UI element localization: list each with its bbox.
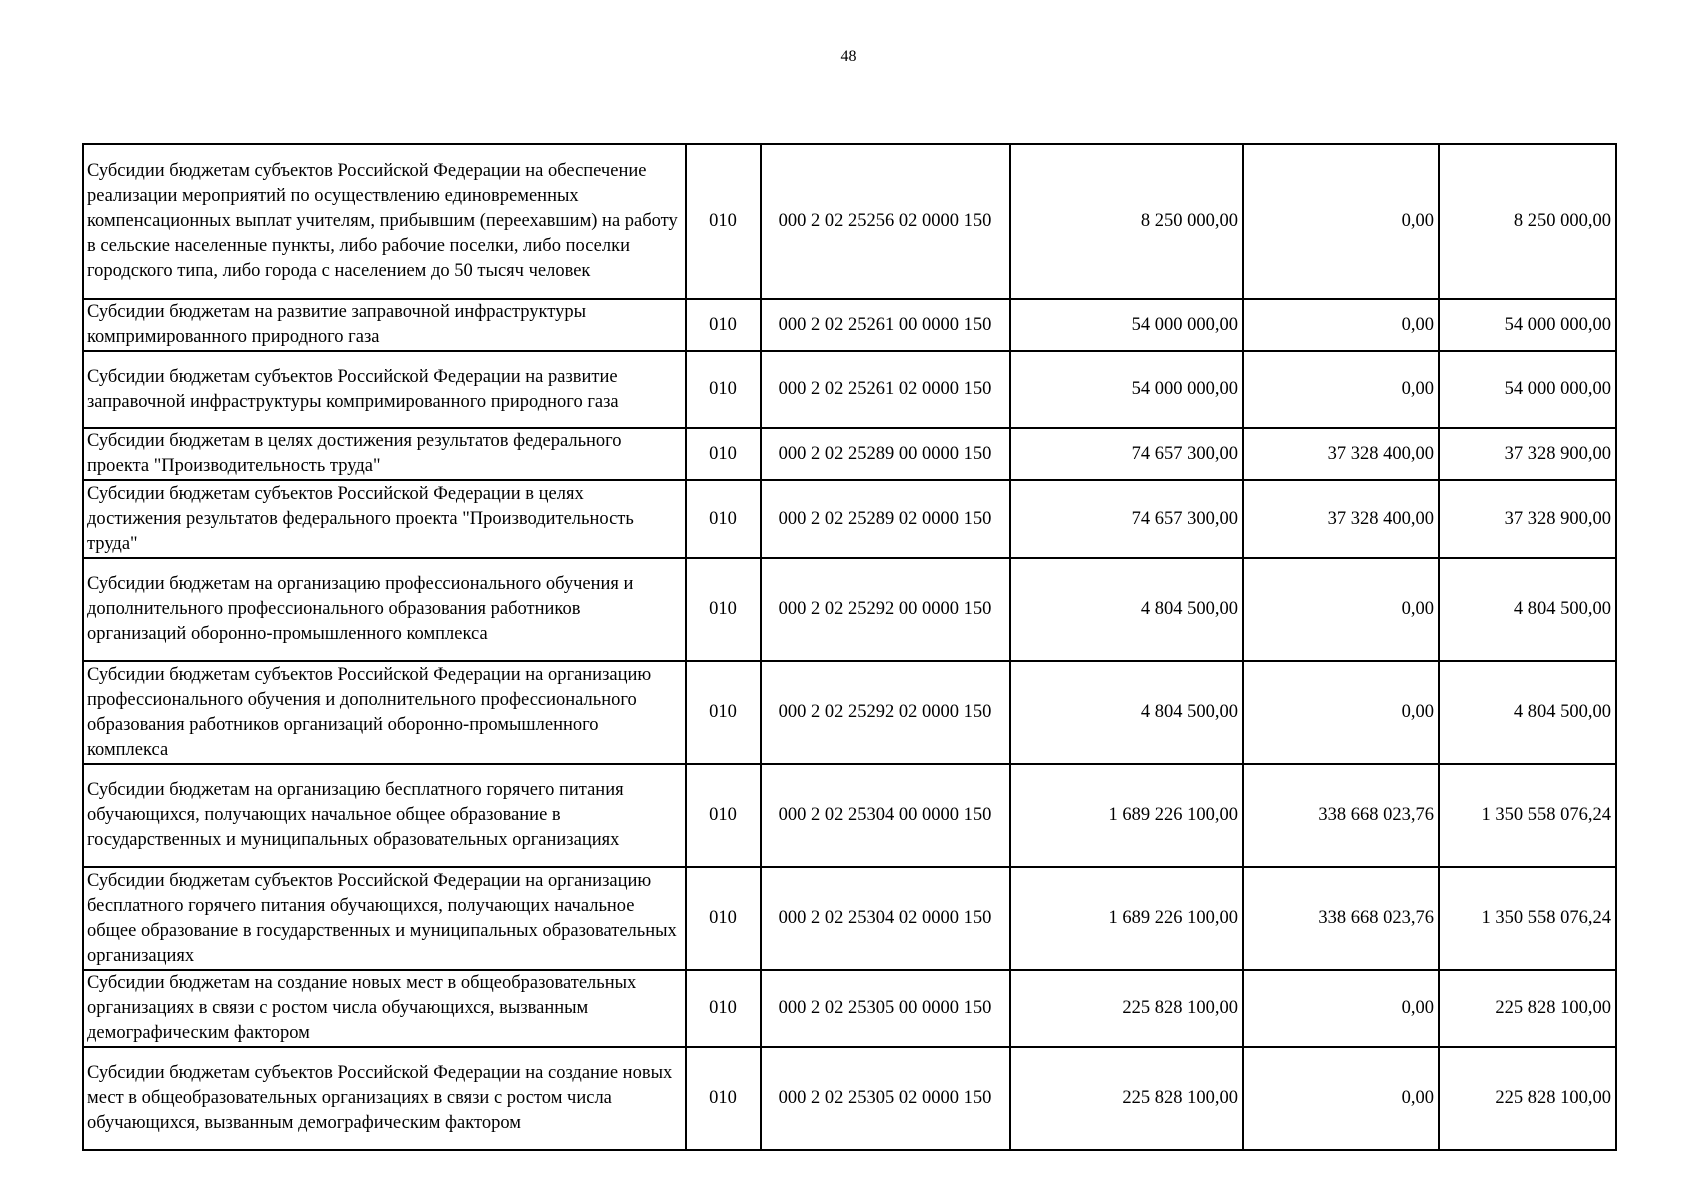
row-remaining-cell: 8 250 000,00: [1439, 144, 1616, 299]
row-planned-cell: 54 000 000,00: [1010, 299, 1243, 351]
row-name-cell: Субсидии бюджетам субъектов Российской Федерации в целях достижения результатов федерального проекта "Производительность труда": [83, 480, 686, 558]
row-admin-code-cell: 010: [686, 867, 761, 970]
row-budget-code-cell: 000 2 02 25289 00 0000 150: [761, 428, 1010, 480]
row-name-cell: Субсидии бюджетам субъектов Российской Федерации на создание новых мест в общеобразовательных организациях в связи с ростом числа обучающихся, вызванным демографическим фактором: [83, 1047, 686, 1150]
row-budget-code-cell: 000 2 02 25261 00 0000 150: [761, 299, 1010, 351]
row-executed-cell: 338 668 023,76: [1243, 764, 1439, 867]
row-remaining-cell: 4 804 500,00: [1439, 661, 1616, 764]
table-row: [83, 351, 1616, 428]
row-name-cell: Субсидии бюджетам субъектов Российской Федерации на организацию профессионального обучения и дополнительного профессионального образования работников организаций оборонно-промышленного комплекса: [83, 661, 686, 764]
row-name-cell: Субсидии бюджетам на развитие заправочной инфраструктуры компримированного природного газа: [83, 299, 686, 351]
row-name-cell: Субсидии бюджетам на создание новых мест в общеобразовательных организациях в связи с ростом числа обучающихся, вызванным демографическим фактором: [83, 970, 686, 1047]
table-row: [83, 970, 1616, 1047]
table-row: [83, 661, 1616, 764]
table-row: [83, 480, 1616, 558]
row-remaining-cell: 4 804 500,00: [1439, 558, 1616, 661]
row-planned-cell: 74 657 300,00: [1010, 428, 1243, 480]
row-budget-code-cell: 000 2 02 25304 00 0000 150: [761, 764, 1010, 867]
row-remaining-cell: 225 828 100,00: [1439, 970, 1616, 1047]
row-executed-cell: 0,00: [1243, 661, 1439, 764]
row-admin-code-cell: 010: [686, 480, 761, 558]
row-admin-code-cell: 010: [686, 970, 761, 1047]
row-admin-code-cell: 010: [686, 299, 761, 351]
row-budget-code-cell: 000 2 02 25261 02 0000 150: [761, 351, 1010, 428]
row-remaining-cell: 54 000 000,00: [1439, 351, 1616, 428]
table-row: [83, 1047, 1616, 1150]
row-planned-cell: 4 804 500,00: [1010, 558, 1243, 661]
page-number: 48: [840, 48, 857, 65]
row-planned-cell: 225 828 100,00: [1010, 970, 1243, 1047]
row-planned-cell: 1 689 226 100,00: [1010, 764, 1243, 867]
row-name-cell: Субсидии бюджетам субъектов Российской Федерации на организацию бесплатного горячего питания обучающихся, получающих начальное общее образование в государственных и муниципальных образовательных организациях: [83, 867, 686, 970]
row-admin-code-cell: 010: [686, 764, 761, 867]
row-executed-cell: 0,00: [1243, 351, 1439, 428]
row-planned-cell: 1 689 226 100,00: [1010, 867, 1243, 970]
row-name-cell: Субсидии бюджетам на организацию бесплатного горячего питания обучающихся, получающих начальное общее образование в государственных и муниципальных образовательных организациях: [83, 764, 686, 867]
table-row: [83, 428, 1616, 480]
row-planned-cell: 74 657 300,00: [1010, 480, 1243, 558]
row-remaining-cell: 37 328 900,00: [1439, 428, 1616, 480]
row-executed-cell: 0,00: [1243, 1047, 1439, 1150]
row-name-cell: Субсидии бюджетам в целях достижения результатов федерального проекта "Производительность труда": [83, 428, 686, 480]
row-budget-code-cell: 000 2 02 25305 02 0000 150: [761, 1047, 1010, 1150]
table-row: [83, 558, 1616, 661]
row-remaining-cell: 54 000 000,00: [1439, 299, 1616, 351]
row-remaining-cell: 225 828 100,00: [1439, 1047, 1616, 1150]
row-planned-cell: 54 000 000,00: [1010, 351, 1243, 428]
row-executed-cell: 338 668 023,76: [1243, 867, 1439, 970]
budget-table: [82, 143, 1617, 1151]
row-admin-code-cell: 010: [686, 1047, 761, 1150]
row-name-cell: Субсидии бюджетам субъектов Российской Федерации на обеспечение реализации мероприятий по осуществлению единовременных компенсационных выплат учителям, прибывшим (переехавшим) на работу в сельские населенные пункты, либо рабочие поселки, либо поселки городского типа, либо города с населением до 50 тысяч человек: [83, 144, 686, 299]
row-budget-code-cell: 000 2 02 25289 02 0000 150: [761, 480, 1010, 558]
row-executed-cell: 0,00: [1243, 558, 1439, 661]
row-budget-code-cell: 000 2 02 25256 02 0000 150: [761, 144, 1010, 299]
row-name-cell: Субсидии бюджетам на организацию профессионального обучения и дополнительного профессионального образования работников организаций оборонно-промышленного комплекса: [83, 558, 686, 661]
row-remaining-cell: 1 350 558 076,24: [1439, 867, 1616, 970]
row-planned-cell: 225 828 100,00: [1010, 1047, 1243, 1150]
row-budget-code-cell: 000 2 02 25292 00 0000 150: [761, 558, 1010, 661]
row-budget-code-cell: 000 2 02 25304 02 0000 150: [761, 867, 1010, 970]
table-row: [83, 764, 1616, 867]
row-executed-cell: 0,00: [1243, 299, 1439, 351]
row-planned-cell: 4 804 500,00: [1010, 661, 1243, 764]
row-remaining-cell: 1 350 558 076,24: [1439, 764, 1616, 867]
table-row: [83, 299, 1616, 351]
row-admin-code-cell: 010: [686, 144, 761, 299]
row-remaining-cell: 37 328 900,00: [1439, 480, 1616, 558]
row-executed-cell: 37 328 400,00: [1243, 480, 1439, 558]
row-admin-code-cell: 010: [686, 428, 761, 480]
row-executed-cell: 0,00: [1243, 144, 1439, 299]
row-budget-code-cell: 000 2 02 25292 02 0000 150: [761, 661, 1010, 764]
row-admin-code-cell: 010: [686, 558, 761, 661]
row-planned-cell: 8 250 000,00: [1010, 144, 1243, 299]
table-row: [83, 867, 1616, 970]
row-admin-code-cell: 010: [686, 351, 761, 428]
row-executed-cell: 37 328 400,00: [1243, 428, 1439, 480]
row-executed-cell: 0,00: [1243, 970, 1439, 1047]
row-admin-code-cell: 010: [686, 661, 761, 764]
row-name-cell: Субсидии бюджетам субъектов Российской Федерации на развитие заправочной инфраструктуры компримированного природного газа: [83, 351, 686, 428]
table-row: [83, 144, 1616, 299]
row-budget-code-cell: 000 2 02 25305 00 0000 150: [761, 970, 1010, 1047]
